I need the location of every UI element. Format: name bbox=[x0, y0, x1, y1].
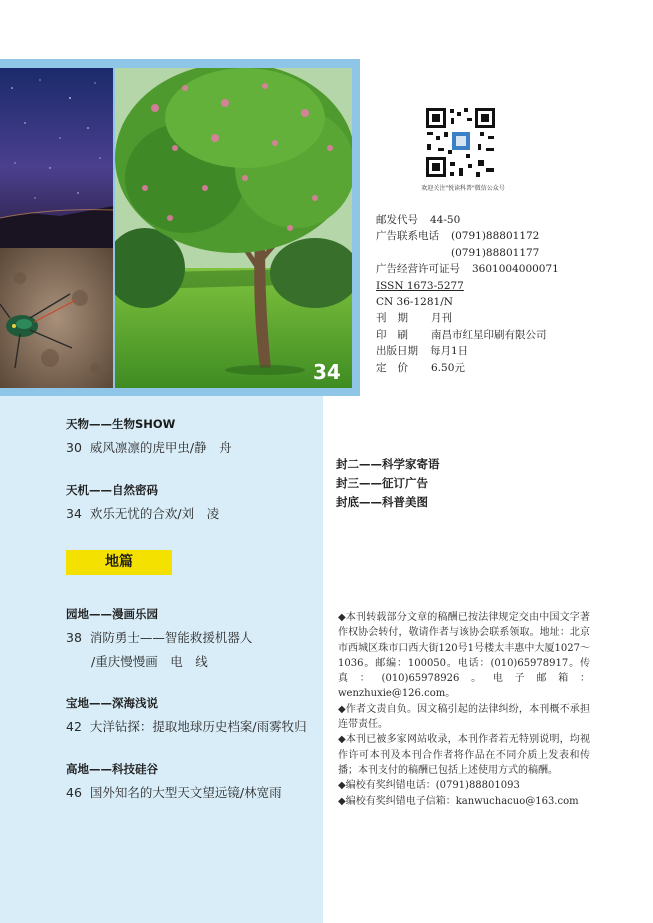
printer-label: 印刷 bbox=[376, 328, 419, 341]
ad-phone-value-1: (0791)88801172 bbox=[451, 230, 540, 243]
ad-phone-label: 广告联系电话 bbox=[376, 230, 439, 243]
toc-page-30: 30 bbox=[66, 440, 82, 455]
ad-phone-value-2: (0791)88801177 bbox=[451, 246, 540, 259]
notice-royalty: ◆本刊转载部分文章的稿酬已按法律规定交由中国文字著作权协会转付，敬请作者与该协会联系领取。地址：北京市西城区珠市口西大街120号1号楼太丰惠中大厦1027～1036。邮编：100050。电话：(010)65978917。传真：(010)65978926。电子邮箱：wenzhuxie@126.com。 bbox=[338, 612, 590, 700]
cn-number: CN 36-1281/N bbox=[376, 296, 453, 309]
toc-author-42: 雨雾牧归 bbox=[256, 719, 307, 734]
pub-date-value: 每月1日 bbox=[430, 345, 469, 358]
toc-author-30: 静 舟 bbox=[194, 440, 232, 455]
postal-code-label: 邮发代号 bbox=[376, 214, 418, 226]
periodical-value: 月刊 bbox=[431, 312, 452, 325]
section-title-yuandi: 园地——漫画乐园 bbox=[66, 607, 158, 621]
cover-inside-back: 封三——征订广告 bbox=[336, 476, 428, 490]
page-number: 34 bbox=[313, 360, 341, 384]
toc-title-34: 欢乐无忧的合欢/ bbox=[89, 506, 182, 521]
ad-license-label: 广告经营许可证号 bbox=[376, 263, 460, 276]
toc-author-34: 刘 凌 bbox=[181, 506, 220, 521]
night-sky-beetle-photo bbox=[0, 68, 113, 388]
toc-entry-42[interactable] bbox=[66, 717, 307, 735]
qr-code-icon[interactable] bbox=[424, 106, 497, 179]
toc-author-46: 林宽雨 bbox=[244, 785, 282, 800]
copyright-notice bbox=[338, 610, 590, 809]
toc-entry-38[interactable] bbox=[66, 628, 252, 646]
price-value: 6.50元 bbox=[431, 361, 465, 374]
periodical-label: 刊期 bbox=[376, 312, 419, 325]
notice-error-email: ◆编校有奖纠错电子信箱：kanwuchacuo@163.com bbox=[338, 795, 579, 807]
postal-code-value: 44-50 bbox=[430, 214, 461, 226]
section-title-gaodi: 高地——科技硅谷 bbox=[66, 762, 158, 776]
pub-date-label: 出版日期 bbox=[376, 345, 418, 358]
cover-back: 封底——科普美图 bbox=[336, 495, 428, 509]
toc-entry-30[interactable] bbox=[66, 438, 232, 456]
publication-info bbox=[376, 212, 559, 376]
toc-title-42: 大洋钻探：提取地球历史档案/ bbox=[89, 719, 257, 734]
toc-title-46: 国外知名的大型天文望远镜/ bbox=[89, 785, 245, 800]
di-heading-box bbox=[66, 550, 172, 575]
section-title-baodi: 宝地——深海浅说 bbox=[66, 696, 158, 710]
notice-web-license: ◆本刊已被多家网站收录，本刊作者若无特别说明，均视作许可本刊及本刊合作者将作品在不同介质上发表和传播；本刊支付的稿酬已包括上述使用方式的稿酬。 bbox=[338, 734, 590, 776]
toc-title-30: 威风凛凛的虎甲虫/ bbox=[89, 440, 195, 455]
qr-caption: 欢迎关注"悦读科普"微信公众号 bbox=[421, 185, 505, 192]
section-title-tianji: 天机——自然密码 bbox=[66, 483, 158, 497]
toc-page-42: 42 bbox=[66, 719, 82, 734]
notice-error-phone: ◆编校有奖纠错电话：(0791)88801093 bbox=[338, 780, 520, 792]
ad-license-value: 3601004000071 bbox=[472, 263, 559, 276]
notice-responsibility: ◆作者文责自负。因文稿引起的法律纠纷，本刊概不承担连带责任。 bbox=[338, 703, 590, 731]
toc-entry-46[interactable] bbox=[66, 783, 282, 801]
di-heading: 地篇 bbox=[105, 554, 133, 570]
issn: ISSN 1673-5277 bbox=[376, 279, 464, 292]
toc-page-34: 34 bbox=[66, 506, 82, 521]
printer-value: 南昌市红星印刷有限公司 bbox=[431, 328, 547, 341]
silk-tree-photo bbox=[115, 68, 352, 388]
toc-author-38: /重庆慢慢画 电 线 bbox=[91, 654, 208, 669]
toc-entry-34[interactable] bbox=[66, 504, 219, 522]
section-title-tianwu: 天物——生物SHOW bbox=[66, 417, 176, 431]
toc-page-46: 46 bbox=[66, 785, 82, 800]
cover-inside-front: 封二——科学家寄语 bbox=[336, 457, 440, 471]
toc-title-38: 消防勇士——智能救援机器人 bbox=[89, 630, 253, 645]
toc-page-38: 38 bbox=[66, 630, 82, 645]
price-label: 定价 bbox=[376, 361, 419, 374]
